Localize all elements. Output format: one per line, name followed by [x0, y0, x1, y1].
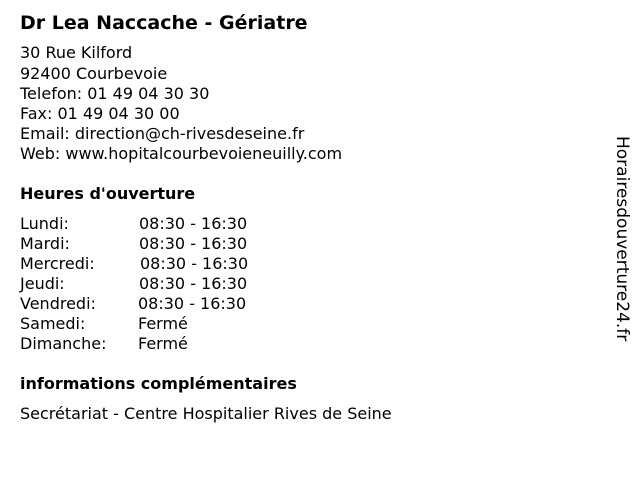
hours-tuesday: 08:30 - 16:30 — [139, 234, 248, 253]
address-street: 30 Rue Kilford — [20, 43, 133, 62]
day-label-wednesday: Mercredi: — [20, 254, 95, 273]
hours-saturday: Fermé — [138, 314, 188, 333]
phone-number[interactable]: Telefon: 01 49 04 30 30 — [20, 84, 210, 103]
day-label-thursday: Jeudi: — [20, 274, 65, 293]
day-label-saturday: Samedi: — [20, 314, 86, 333]
additional-info-text: Secrétariat - Centre Hospitalier Rives de Seine — [20, 404, 392, 423]
day-label-monday: Lundi: — [20, 214, 69, 233]
address-city: 92400 Courbevoie — [20, 64, 168, 83]
website-link[interactable]: Web: www.hopitalcourbevoieneuilly.com — [20, 144, 343, 163]
hours-monday: 08:30 - 16:30 — [139, 214, 248, 233]
day-label-friday: Vendredi: — [20, 294, 96, 313]
page-title: Dr Lea Naccache - Gériatre — [20, 12, 308, 34]
email-link[interactable]: Email: direction@ch-rivesdeseine.fr — [20, 124, 305, 143]
hours-thursday: 08:30 - 16:30 — [139, 274, 248, 293]
day-label-tuesday: Mardi: — [20, 234, 70, 253]
fax-number: Fax: 01 49 04 30 00 — [20, 104, 180, 123]
additional-info-heading: informations complémentaires — [20, 374, 297, 393]
site-watermark: Horairesdouverture24.fr — [612, 136, 632, 342]
day-label-sunday: Dimanche: — [20, 334, 107, 353]
hours-sunday: Fermé — [138, 334, 188, 353]
hours-friday: 08:30 - 16:30 — [138, 294, 247, 313]
opening-hours-heading: Heures d'ouverture — [20, 184, 196, 203]
hours-wednesday: 08:30 - 16:30 — [140, 254, 249, 273]
